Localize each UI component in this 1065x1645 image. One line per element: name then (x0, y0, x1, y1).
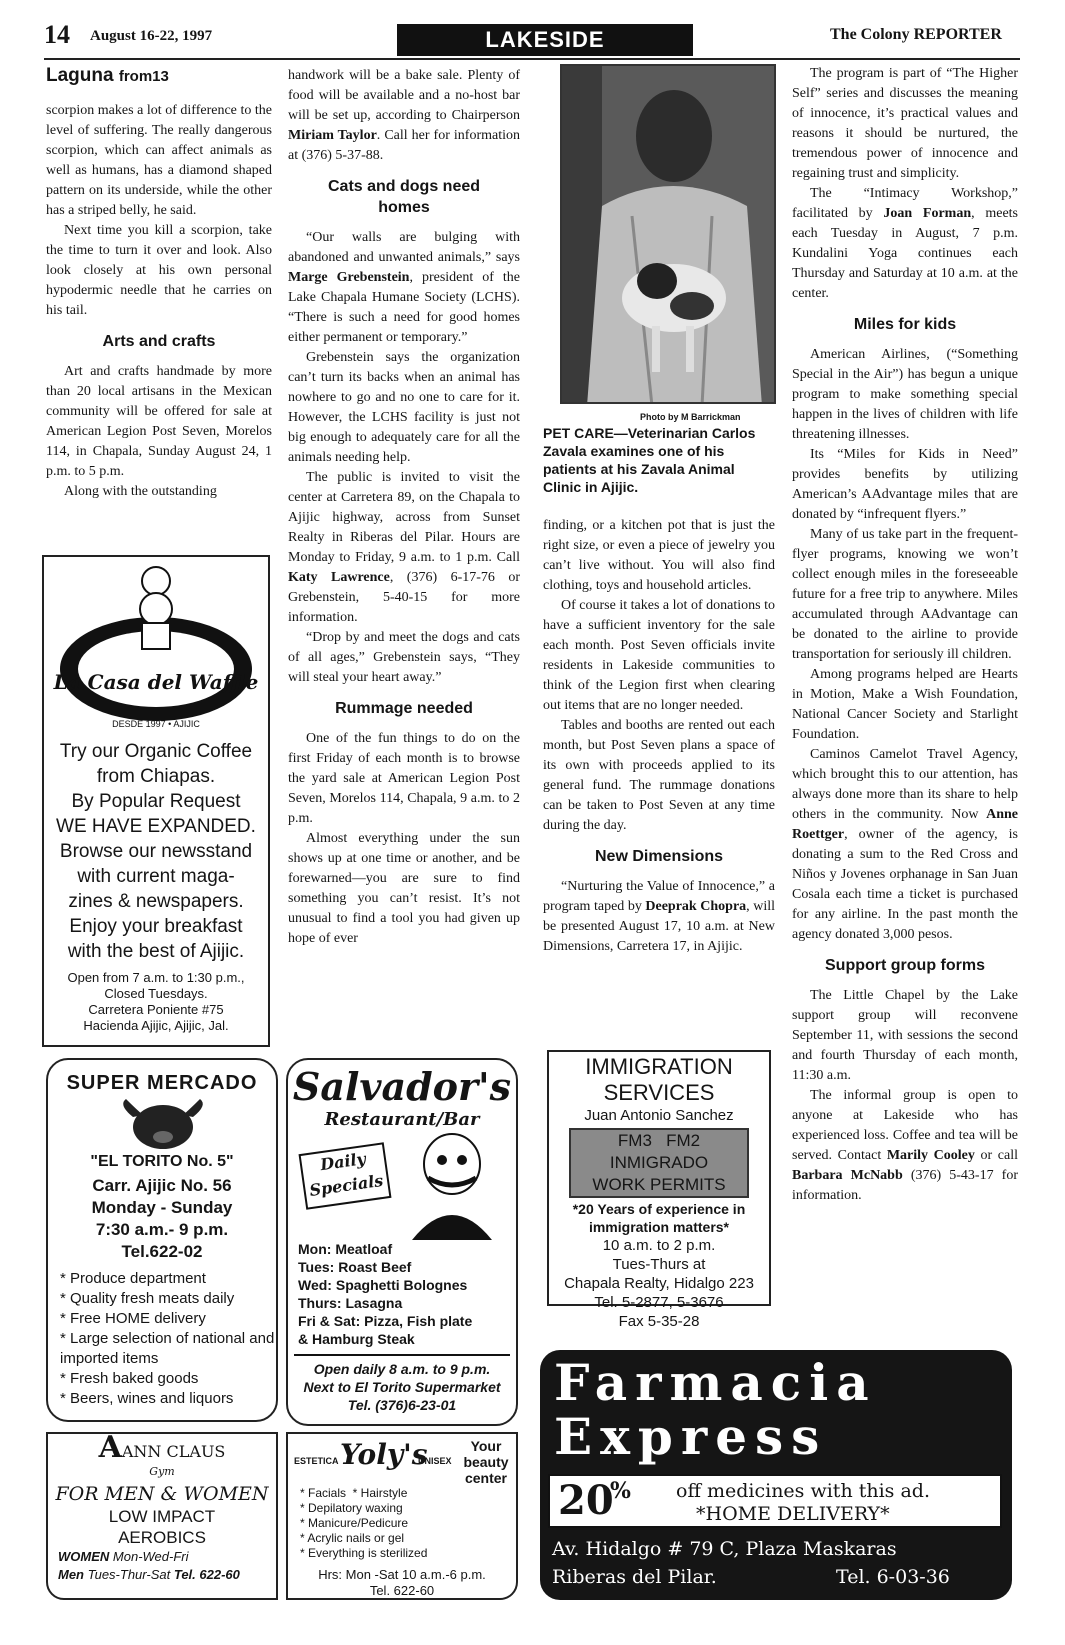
discount-box (548, 1474, 1002, 1528)
ad-line: AEROBICS (118, 1528, 206, 1547)
ad-line: Tel. 5-2877, 5-3676 (594, 1294, 724, 1311)
gym-logo-sub: Gym (149, 1465, 175, 1478)
ad-immigration (547, 1050, 771, 1330)
service-item: * Acrylic nails or gel (300, 1531, 405, 1545)
paragraph (792, 184, 1018, 304)
paragraph: Of course it takes a lot of donations to have a sufficient inventory for the sale each month. Post Seven officials invite residents in Lakeside communities to think of the Legion first when clearing out items that are no longer needed. (543, 598, 775, 713)
photo-illustration (562, 66, 776, 404)
chef-face-icon (392, 1130, 512, 1240)
paragraph (288, 66, 520, 166)
ad-title: SUPER MERCADO (66, 1072, 258, 1094)
farmacia-title: Farmacia (554, 1353, 877, 1412)
text: or call (974, 1148, 1018, 1163)
discount-value: 20 (558, 1477, 614, 1524)
ad-line: zines & newspapers. (68, 891, 244, 912)
ad-line: LOW IMPACT (108, 1507, 216, 1526)
text: The “Intimacy Workshop,” facilitated by (792, 186, 1018, 221)
ad-line: Fax 5-35-28 (618, 1313, 700, 1330)
paragraph: Its “Miles for Kids in Need” provides benefits by utilizing American’s AAdvantage miles that are donated by “infrequent flyers.” (792, 447, 1018, 522)
ad-line: Closed Tuesdays. (104, 986, 208, 1001)
subhead-miles-kids: Miles for kids (853, 316, 957, 333)
ad-estetica-yolys (286, 1432, 518, 1600)
list-item: * Quality fresh meats daily (60, 1289, 276, 1309)
text: “Our walls are bulging with abandoned and unwanted animals,” says (288, 230, 520, 265)
paragraph (792, 1086, 1018, 1206)
jump-kicker (46, 66, 272, 87)
paragraph: Along with the outstanding (64, 484, 217, 499)
sign-line: Daily (319, 1149, 367, 1175)
ad-tel: Tel. (376)6-23-01 (347, 1397, 457, 1413)
menu-item: Wed: Spaghetti Bolognes (298, 1277, 468, 1293)
ad-days: Monday - Sunday (91, 1198, 233, 1217)
paragraph: The program is part of “The Higher Self” series and discusses the meaning of innocence, it’s practical values and reasons it should be nurtured, the tremendous power of innocence and regaining trust and simplicity. (792, 66, 1018, 181)
ad-line: WE HAVE EXPANDED. (56, 816, 256, 837)
chef-illustration (288, 1130, 516, 1240)
ad-line: with current maga- (77, 866, 235, 887)
logo-sub: DESDE 1997 • AJIJIC (112, 719, 200, 729)
ad-ann-claus-gym (46, 1432, 278, 1600)
column-4 (792, 64, 1018, 1206)
ad-location: Next to El Torito Supermarket (303, 1379, 501, 1395)
menu-item: Fri & Sat: Pizza, Fish plate (298, 1313, 473, 1329)
ad-body (44, 739, 268, 964)
ad-casa-del-waffle (42, 555, 270, 1047)
specials-sign (299, 1142, 392, 1209)
ad-hours: 7:30 a.m.- 9 p.m. (95, 1220, 229, 1239)
ad-address: Carr. Ajijic No. 56 (92, 1176, 232, 1195)
service-item: * Everything is sterilized (300, 1546, 428, 1560)
list-item: * Free HOME delivery (60, 1309, 276, 1329)
permit-line: WORK PERMITS (592, 1175, 726, 1194)
salon-logo: Yoly's (340, 1438, 428, 1471)
ad-line: Chapala Realty, Hidalgo 223 (564, 1275, 754, 1292)
list-item: * Produce department (60, 1269, 276, 1289)
ad-contact-name: Juan Antonio Sanchez (584, 1107, 734, 1124)
paragraph: “Drop by and meet the dogs and cats of all ages,” Grebenstein says, “They will steal your heart away.” (288, 630, 520, 685)
kicker-main: Laguna (46, 65, 114, 86)
ad-line: Carretera Poniente #75 (88, 1002, 224, 1017)
schedule-men (48, 1566, 276, 1584)
person-name: Katy Lawrence (288, 570, 390, 585)
salon-header (288, 1434, 516, 1486)
text: , (376) 6-17-76 or Grebenstein, 5-40-15 for more information. (288, 570, 521, 625)
ad-line: Tues-Thurs at (612, 1256, 706, 1273)
menu-item: Thurs: Lasagna (298, 1295, 403, 1311)
paragraph: Art and crafts handmade by more than 20 local artisans in the Mexican community will be offered for sale at American Legion Post Seven, Morelos 114, in Chapala, Sunday August 24, 1 p.m. to 5 p.m. (46, 364, 272, 479)
permits-box (569, 1128, 749, 1198)
text: , owner of the agency, is donating a sum to the Red Cross and Niños y Jovenes orphanage in San Juan Cosala each time a ticket is purchased for any airline. In the past month the agency donated 3,000 pesos. (792, 827, 1018, 942)
subhead-support-group: Support group forms (825, 957, 985, 974)
list-item: * Large selection of national and imported items (60, 1329, 276, 1369)
paragraph (288, 468, 520, 628)
ad-line: By Popular Request (71, 791, 241, 812)
person-name: Deeprak Chopra (645, 899, 747, 914)
permit-line: FM3 FM2 (617, 1131, 701, 1150)
service-item: * Depilatory waxing (300, 1501, 403, 1515)
text: . Call her for information at (376) 5-37-88. (288, 128, 520, 163)
ad-line: Enjoy your breakfast (69, 916, 243, 937)
menu-list (288, 1240, 516, 1348)
person-name: Marily Cooley (886, 1148, 975, 1163)
paragraph: American Airlines, (“Something Special in the Air”) has begun a unique program to make something special happen in the lives of children with life threatening illnesses. (792, 347, 1018, 442)
service-item: * Manicure/Pedicure (300, 1516, 409, 1530)
subhead-new-dimensions: New Dimensions (594, 848, 724, 865)
bull-icon (48, 1095, 278, 1153)
paragraph: Many of us take part in the frequent-flyer programs, knowing we won’t collect enough miles in the foreseeable future for a free trip to anywhere. Miles accumulated through AAdvantage can be donated to the airline to provide transportation for seriously ill children. (792, 527, 1018, 662)
ad-store-name: "EL TORITO No. 5" (90, 1153, 234, 1170)
sign-line: Specials (308, 1170, 385, 1200)
gym-logo-text: ANN CLAUS (121, 1442, 226, 1461)
subhead-cats-dogs: Cats and dogs need homes (327, 178, 481, 216)
menu-item: & Hamburg Steak (298, 1331, 415, 1347)
text: Caminos Camelot Travel Agency, which brought this to our attention, has always done more than its share to help others in the community. Now (792, 747, 1018, 822)
paragraph: scorpion makes a lot of difference to the level of suffering. The really dangerous scorpion, which can affect animals as well as humans, has a diamond shaped pattern on its underside, while the other has a striped belly, he said. (46, 103, 272, 218)
ad-salvadors (286, 1058, 518, 1426)
logo-right: UNISEX (418, 1456, 452, 1466)
ad-line: FOR MEN & WOMEN (55, 1483, 269, 1505)
newspaper-name: The Colony REPORTER (830, 26, 1002, 43)
issue-date: August 16-22, 1997 (90, 28, 213, 44)
ad-restaurant-sub: Restaurant/Bar (324, 1109, 480, 1130)
ad-line: Browse our newsstand (59, 841, 253, 862)
permit-line: INMIGRADO (609, 1153, 709, 1172)
photo-credit: Photo by M Barrickman (640, 412, 741, 422)
farmacia-title: Express (554, 1407, 828, 1466)
schedule-women (48, 1548, 276, 1566)
text: , will be presented August 17, 10 a.m. at New Dimensions, Carretera 17, in Ajijic. (543, 899, 775, 954)
text: , president of the Lake Chapala Humane Society (LCHS). “There is such a need for good homes either permanent or temporary.” (288, 270, 520, 345)
ad-line: with the best of Ajijic. (67, 941, 245, 962)
ad-hours: Hrs: Mon -Sat 10 a.m.-6 p.m. (318, 1567, 486, 1582)
column-2 (288, 66, 520, 949)
ad-farmacia-express (540, 1350, 1012, 1600)
page-number: 14 (44, 20, 70, 49)
ad-title: SERVICES (603, 1080, 715, 1105)
ad-line: *20 Years of experience in (572, 1201, 746, 1217)
ad-line: 10 a.m. to 2 p.m. (602, 1237, 716, 1254)
farmacia-address: Riberas del Pilar. (552, 1566, 717, 1588)
text: , meets each Tuesday in August, 7 p.m. Kundalini Yoga continues each Thursday and Saturday at 10 a.m. at the center. (792, 206, 1018, 301)
ad-item-list (48, 1269, 276, 1409)
subhead-rummage: Rummage needed (335, 700, 473, 717)
photo-vet-dog (560, 64, 776, 404)
list-item: * Beers, wines and liquors (60, 1389, 276, 1409)
service-item: * Facials * Hairstyle (300, 1486, 408, 1500)
person-name: Anne Roettger (792, 807, 1018, 842)
text: “Nurturing the Value of Innocence,” a program taped by (543, 879, 775, 914)
discount-offer: off medicines with this ad. (676, 1480, 930, 1502)
header-rule (44, 58, 1020, 60)
paragraph: Almost everything under the sun shows up at one time or another, and be forewarned—you are sure to find something you can’t resist. It’s not unusual to find a tool you had given up hope of ever (288, 831, 520, 946)
menu-item: Tues: Roast Beef (298, 1259, 412, 1275)
percent-sign: % (610, 1478, 631, 1504)
column-3 (543, 516, 775, 957)
person-name: Marge Grebenstein (288, 270, 410, 285)
paragraph (792, 745, 1018, 945)
section-banner: LAKESIDE (397, 24, 693, 56)
paragraph: The Little Chapel by the Lake support group will reconvene September 11, with sessions the second and fourth Thursday of each month, 11:30 a.m. (792, 988, 1018, 1083)
ad-tel: Tel.622-02 (121, 1242, 203, 1261)
gym-logo-letter: A (98, 1430, 122, 1465)
column-1 (46, 66, 272, 502)
ad-tel: Tel. 622-60 (173, 1567, 240, 1582)
farmacia-address: Av. Hidalgo # 79 C, Plaza Maskaras (552, 1538, 897, 1560)
ad-restaurant-name: Salvador's (292, 1064, 512, 1109)
label: Men (58, 1567, 84, 1582)
paragraph (543, 877, 775, 957)
ad-line: from Chiapas. (96, 766, 216, 787)
kicker-from: from13 (118, 68, 169, 85)
ad-small-print (44, 970, 268, 1034)
salon-tagline: Your beauty center (463, 1438, 509, 1486)
subhead-arts-crafts: Arts and crafts (102, 333, 216, 350)
text: The informal group is open to anyone at Lakeside who has experienced loss. Coffee and tea will be served. Contact (792, 1088, 1018, 1163)
ad-footer (294, 1354, 510, 1414)
gym-logo (48, 1430, 276, 1482)
ad-line: Hacienda Ajijic, Ajijic, Jal. (83, 1018, 229, 1033)
farmacia-tel: Tel. 6-03-36 (836, 1566, 950, 1588)
ad-hours: Open daily 8 a.m. to 9 p.m. (313, 1361, 491, 1377)
ad-tel: Tel. 622-60 (369, 1583, 435, 1598)
text: (376) 5-43-17 for information. (792, 1168, 1018, 1203)
label: WOMEN (58, 1549, 110, 1564)
paragraph (288, 228, 520, 348)
ad-line: immigration matters* (588, 1219, 730, 1235)
logo-left: ESTETICA (294, 1456, 339, 1466)
waffle-logo (44, 557, 268, 735)
home-delivery: *HOME DELIVERY* (696, 1503, 890, 1525)
services-list (288, 1486, 516, 1561)
text: The public is invited to visit the center at Carretera 89, on the Chapala to Ajijic highway, across from Sunset Realty in Riberas del Pilar. Hours are Monday to Friday, 9 a.m. to 1 p.m. Call (288, 470, 520, 565)
text: handwork will be a bake sale. Plenty of food will be available and a no-host bar will be set up, according to Chairperson (288, 68, 520, 123)
ad-super-mercado (46, 1058, 278, 1422)
photo-caption: PET CARE—Veterinarian Carlos Zavala examines one of his patients at his Zavala Animal Clinic in Ajijic. (543, 425, 756, 495)
logo-text: La Casa del Waffle (53, 670, 259, 694)
person-name: Joan Forman (883, 206, 972, 221)
ad-title: IMMIGRATION (585, 1054, 733, 1079)
paragraph: One of the fun things to do on the first Friday of each month is to browse the yard sale at American Legion Post Seven, Morelos 114, Chapala, 9 a.m. to 2 p.m. (288, 731, 520, 826)
paragraph: Tables and booths are rented out each month, but Post Seven plans a space of its own with proceeds applied to its general fund. The rummage donations can be taken to Post Seven at any time during the day. (543, 718, 775, 833)
menu-item: Mon: Meatloaf (298, 1241, 393, 1257)
paragraph: finding, or a kitchen pot that is just the right size, or even a piece of jewelry you can’t live without. You will also find clothing, toys and household articles. (543, 518, 775, 593)
days: Mon-Wed-Fri (112, 1549, 189, 1564)
ad-line: Try our Organic Coffee (59, 741, 253, 762)
list-item: * Fresh baked goods (60, 1369, 276, 1389)
person-name: Miriam Taylor (288, 128, 377, 143)
person-name: Barbara McNabb (792, 1168, 903, 1183)
paragraph: Grebenstein says the organization can’t turn its backs when an animal has nowhere to go and no one to care for it. However, the LCHS facility is just not big enough to adequately care for all the animals needing help. (288, 350, 520, 465)
days: Tues-Thur-Sat (87, 1567, 171, 1582)
paragraph: Among programs helped are Hearts in Motion, Make a Wish Foundation, National Cancer Society and Starlight Foundation. (792, 667, 1018, 742)
paragraph: Next time you kill a scorpion, take the time to turn it over and look. Also look closely at his own personal hypodermic needle that he carries on his tail. (46, 223, 272, 318)
ad-line: Open from 7 a.m. to 1:30 p.m., (67, 970, 245, 985)
